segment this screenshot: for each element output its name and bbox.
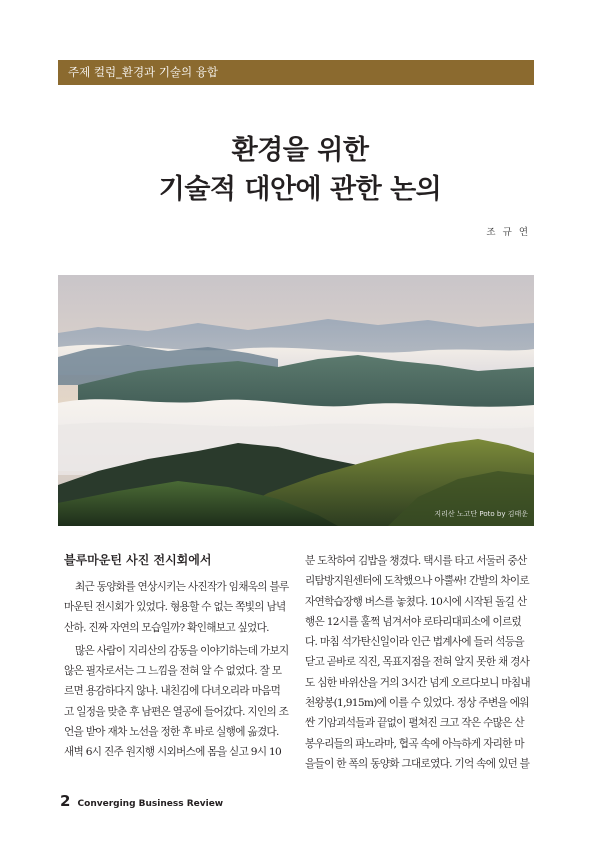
title-line-1: 환경을 위한 <box>231 135 369 166</box>
paragraph-line: 산하. 진짜 자연의 모습일까? 확인해보고 싶었다. <box>64 621 269 634</box>
paragraph-line: 않은 필자로서는 그 느낌을 전혀 알 수 없었다. 잘 모 <box>64 665 282 678</box>
left-text-column <box>64 577 292 763</box>
mountain-photo <box>58 275 534 526</box>
column-banner <box>58 60 534 85</box>
paragraph-line: 을들이 한 폭의 동양화 그대로였다. 기억 속에 있던 블 <box>305 757 530 770</box>
page-number: 2 <box>60 792 71 810</box>
paragraph-line: 새벽 6시 진주 원지행 시외버스에 몸을 싣고 9시 10 <box>64 746 282 759</box>
paragraph-line: 자연학습장행 버스를 놓쳤다. 10시에 시작된 돌길 산 <box>305 595 527 608</box>
paragraph-line: 언을 받아 재차 노선을 정한 후 바로 실행에 옮겼다. <box>64 726 279 739</box>
article-title <box>0 131 600 209</box>
publication-name: Converging Business Review <box>77 799 224 809</box>
title-line-2: 기술적 대안에 관한 논의 <box>158 174 442 205</box>
photo-credit: 지리산 노고단 Poto by 김태운 <box>434 510 528 518</box>
page-footer <box>60 791 223 810</box>
paragraph-line: 많은 사람이 지리산의 감동을 이야기하는데 가보지 <box>75 644 289 657</box>
paragraph-line: 봉우리들의 파노라마, 협곡 속에 아늑하게 자리한 마 <box>305 737 524 750</box>
author-name: 조 규 연 <box>486 227 530 238</box>
paragraph-line: 도 심한 바위산을 거의 3시간 넘게 오르다보니 마침내 <box>305 676 530 689</box>
paragraph-line: 행은 12시를 훌쩍 넘겨서야 로타리대피소에 이르렀 <box>305 615 522 628</box>
paragraph-line: 분 도착하여 김밥을 챙겼다. 택시를 타고 서둘러 중산 <box>305 555 527 567</box>
paragraph-line: 리탐방지원센터에 도착했으나 아뿔싸! 간발의 차이로 <box>305 575 529 588</box>
paragraph-line: 르면 용감하다지 않나. 내친김에 다녀오리라 마음먹 <box>64 685 281 698</box>
banner-text: 주제 컬럼_환경과 기술의 융합 <box>68 65 219 79</box>
paragraph-line: 최근 동양화를 연상시키는 사진작가 임채욱의 블루 <box>75 581 289 593</box>
right-text-column <box>305 551 535 774</box>
paragraph-line: 닫고 곧바로 직진, 목표지점을 전혀 알지 못한 채 경사 <box>305 656 530 669</box>
paragraph-line: 마운틴 전시회가 있었다. 형용할 수 없는 쪽빛의 남녘 <box>64 601 286 614</box>
paragraph-line: 싼 기암괴석들과 끝없이 펼쳐진 크고 작은 수많은 산 <box>305 717 524 730</box>
paragraph-line: 천왕봉(1,915m)에 이를 수 있었다. 정상 주변을 에워 <box>305 697 529 710</box>
section-heading: 블루마운틴 사진 전시회에서 <box>64 553 212 567</box>
mountain-landscape-image <box>58 275 534 526</box>
paragraph-line: 고 일정을 맞춘 후 남편은 열공에 들어갔다. 지인의 조 <box>64 705 289 718</box>
paragraph-line: 다. 마침 석가탄신일이라 인근 법계사에 들러 석등을 <box>305 636 524 649</box>
